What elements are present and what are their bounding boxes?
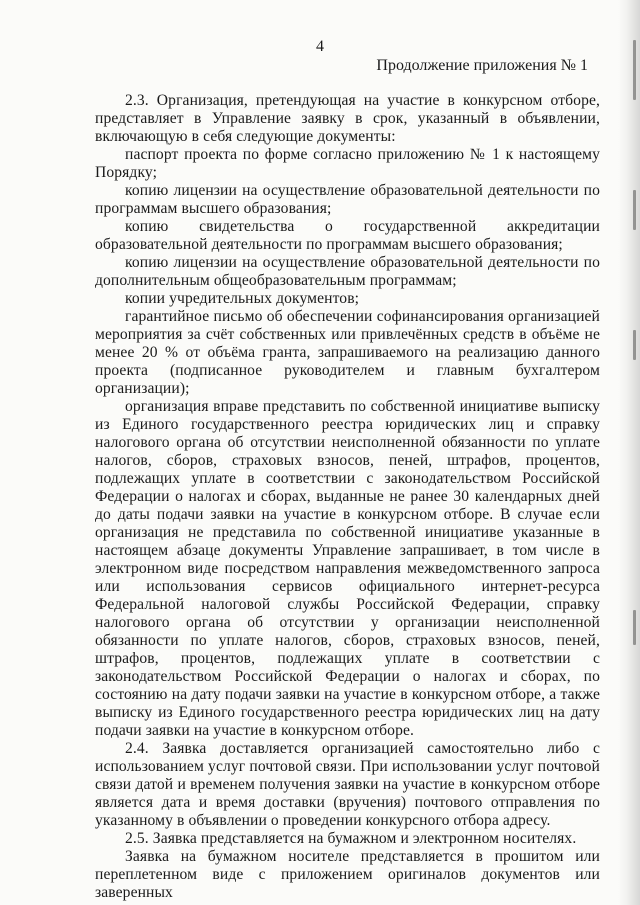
scan-edge-shadow (618, 0, 640, 905)
paragraph-paper-application: Заявка на бумажном носителе представляется в прошитом или переплетенном виде с приложением оригиналов документов или заверенных (95, 848, 600, 901)
paragraph-license-higher-ed: копию лицензии на осуществление образовательной деятельности по программам высшего образования; (95, 182, 600, 217)
scan-artifact (633, 330, 636, 360)
paragraph-2-5-media: 2.5. Заявка представляется на бумажном и электронном носителях. (125, 830, 577, 847)
appendix-continuation-note: Продолжение приложения № 1 (376, 57, 588, 74)
paragraph-guarantee-letter: гарантийное письмо об обеспечении софинансирования организацией мероприятия за счёт собственных или привлечённых средств в объёме не менее 20 % от объёма гранта, запрашиваемого на реализацию данного проекта (подписанное руководителем и главным бухгалтером организации); (95, 308, 600, 397)
paragraph-founding-documents: копии учредительных документов; (125, 290, 360, 307)
page-number: 4 (316, 38, 324, 55)
scan-artifact (633, 190, 636, 230)
paragraph-license-additional-programs: копию лицензии на осуществление образовательной деятельности по дополнительным общеобразовательным программам; (95, 254, 600, 289)
paragraph-project-passport: паспорт проекта по форме согласно приложению № 1 к настоящему Порядку; (95, 146, 600, 181)
paragraph-2-4-delivery: 2.4. Заявка доставляется организацией самостоятельно либо с использованием услуг почтовой связи. При использовании услуг почтовой связи датой и временем получения заявки на участие в конкурсном отборе является дата и время доставки (вручения) почтового отправления по указанному в объявлении о проведении конкурсного отбора адресу. (95, 740, 600, 829)
scan-artifact (633, 610, 636, 645)
paragraph-register-extract: организация вправе представить по собственной инициативе выписку из Единого государственного реестра юридических лиц и справку налогового органа об отсутствии неисполненной обязанности по уплате налогов, сборов, страховых взносов, пеней, штрафов, процентов, подлежащих уплате в соответствии с законодательством Российской Федерации о налогах и сборах, выданные не ранее 30 календарных дней до даты подачи заявки на участие в конкурсном отборе. В случае если организация не представила по собственной инициативе указанные в настоящем абзаце документы Управление запрашивает, в том числе в электронном виде посредством направления межведомственного запроса или использования сервисов официального интернет-ресурса Федеральной налоговой службы Российской Федерации, справку налогового органа об отсутствии у организации неисполненной обязанности по уплате налогов, сборов, страховых взносов, пеней, штрафов, процентов, подлежащих уплате в соответствии с законодательством Российской Федерации о налогах и сборах, по состоянию на дату подачи заявки на участие в конкурсном отборе, а также выписку из Единого государственного реестра юридических лиц на дату подачи заявки на участие в конкурсном отборе. (95, 398, 600, 739)
document-body (95, 92, 600, 902)
paragraph-accreditation-certificate: копию свидетельства о государственной аккредитации образовательной деятельности по программам высшего образования; (95, 218, 600, 253)
paragraph-2-3-intro: 2.3. Организация, претендующая на участие в конкурсном отборе, представляет в Управление заявку в срок, указанный в объявлении, включающую в себя следующие документы: (95, 92, 600, 145)
scan-artifact (633, 40, 636, 100)
